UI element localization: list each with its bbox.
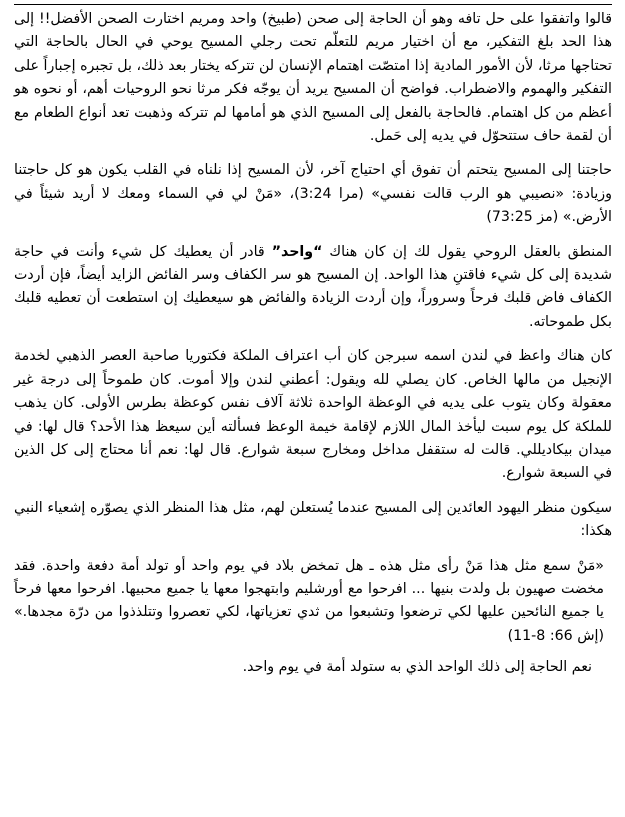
document-page [14, 0, 612, 680]
closing-line: نعم الحاجة إلى ذلك الواحد الذي به ستولد أمة في يوم واحد. [242, 659, 592, 676]
paragraph-jews-returning: سيكون منظر اليهود العائدين إلى المسيح عندما يُستعلن لهم، مثل هذا المنظر الذي يصوّره إشعياء النبي هكذا: [14, 499, 612, 540]
logic-emphasis-one: “واحد” [271, 243, 323, 260]
logic-text-before: المنطق بالعقل الروحي يقول لك إن كان هناك [322, 243, 612, 260]
isaiah-quote: «مَنْ سمع مثل هذا مَنْ رأى مثل هذه ـ هل تمخض بلاد في يوم واحد أو تولد أمة دفعة واحدة. فقد مخضت صهيون بل ولدت بنيها ... افرحوا مع أورشليم وابتهجوا معها يا جميع محبيها. افرحوا معها فرحاً يا جميع النائحين عليها لكي ترضعوا وتشبعوا من ثدي تعزياتها، لكي تعصروا وتتلذذوا من درّة مجدها.» (إش 66: 8-11) [14, 557, 604, 644]
paragraph-spiritual-logic [14, 241, 612, 335]
paragraph-spurgeon-story: كان هناك واعظ في لندن اسمه سبرجن كان أب اعتراف الملكة فكتوريا صاحبة العصر الذهبي لخدمة الإنجيل من مالها الخاص. كان يصلي لله ويقول: أعطني لندن وإلا أموت. كان طموحاً إلى درجة غير معقولة وكان يتوب على يديه في الوعظة الواحدة ثلاثة آلاف نفس كوعظة بطرس الأولى. كان يذهب للملكة كل يوم سبت ليأخذ المال اللازم لإقامة خيمة الوعظ فسألته أين سيعظ هذا الأحد؟ قال لها: في ميدان بيكاديللي. قالت له ستقفل مداخل ومخارج سبعة شوارع. قال لها: نعم أنا محتاج إلى كل الذين في السبعة شوارع. [14, 348, 612, 482]
paragraph-need-for-christ: حاجتنا إلى المسيح يتحتم أن تفوق أي احتياج آخر، لأن المسيح إذا نلناه في القلب يكون هو كل حاجتنا وزيادة: «نصيبي هو الرب قالت نفسي» (مرا 3:24)، «مَنْ لي في السماء ومعك لا أريد شيئاً في الأرض.» (مز 73:25) [14, 162, 612, 226]
paragraph-martha-mary: قالوا واتفقوا على حل تافه وهو أن الحاجة إلى صحن (طبيخ) واحد ومريم اختارت الصحن الأفضل!! إلى هذا الحد بلغ التفكير، مع أن اختيار مريم للتعلّم تحت رجلي المسيح يوحي في الحال بالحاجة التي تحتاجها مرثا، لأن الأمور المادية إذا امتصّت اهتمام الإنسان لن تتركه يختار بعد ذلك، بل تجبره إجباراً على التفكير والهموم والاضطراب. فواضح أن المسيح يريد أن يوجّه فكر مرثا نحو الروحيات أهم، أو نحوه هو أعظم من كل اهتمام. فالحاجة بالفعل إلى المسيح الذي هو أمامها لم تتركه وذهبت تعد أنواع الطعام مع أن لقمة حاف ستتحوّل في يديه إلى حَمل. [14, 11, 612, 145]
logic-text-after: قادر أن يعطيك كل شيء وأنت في حاجة شديدة إلى كل شيء فاقتنِ هذا الواحد. إن المسيح هو سر الكفاف وسر الفائض الزايد أيضاً، فإن أردت الكفاف فاض قلبك فرحاً وسروراً، وإن أردت الزيادة والفائض هو سيعطيك إن استطعت أن تعطيه قلبك بكل طموحاته. [14, 243, 612, 330]
